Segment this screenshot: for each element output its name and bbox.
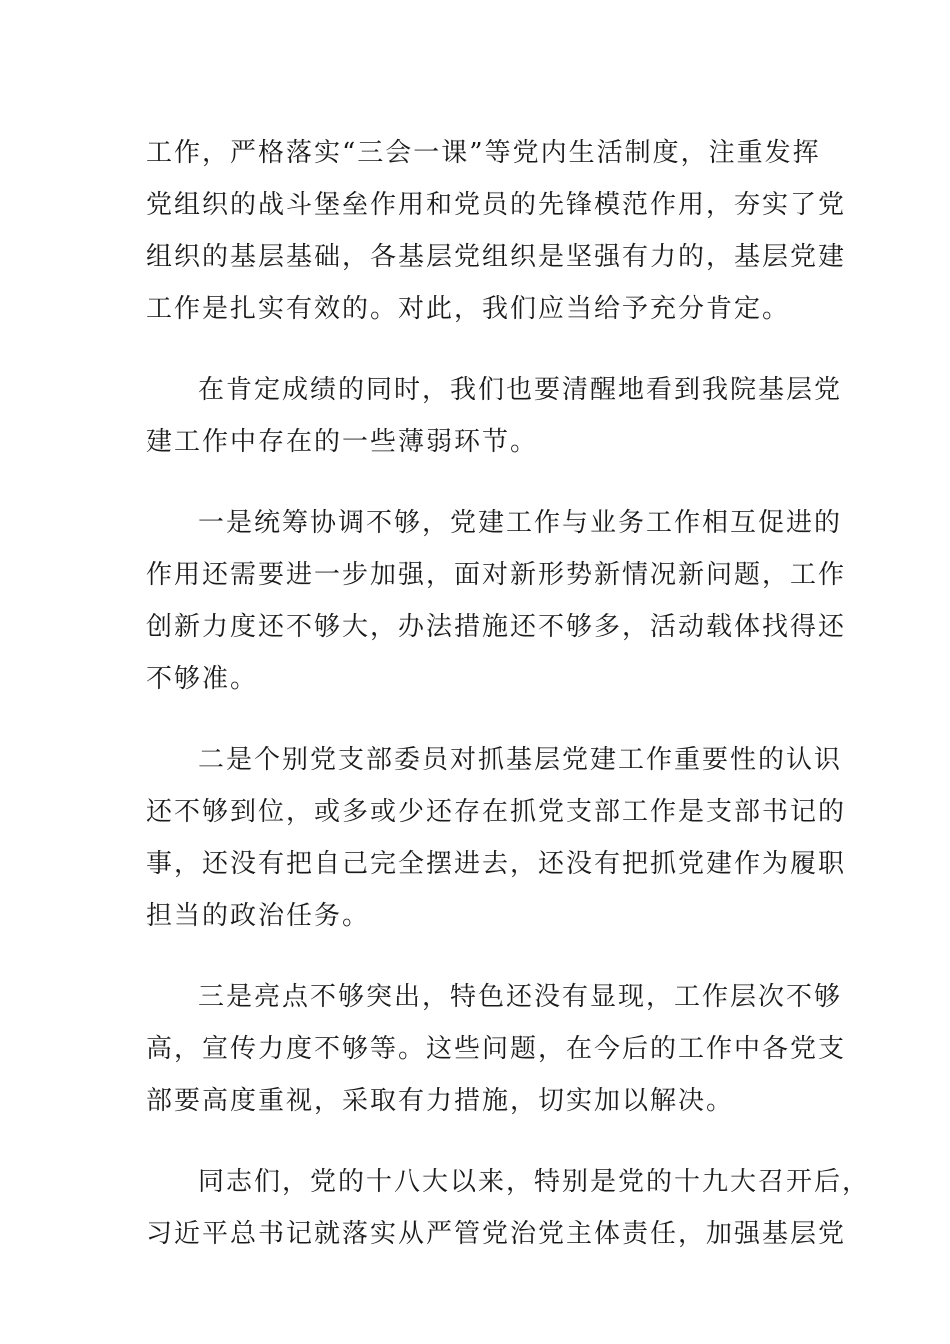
text-line: 三是亮点不够突出，特色还没有显现，工作层次不够 [198, 982, 843, 1012]
text-line: 高，宣传力度不够等。这些问题，在今后的工作中各党支 [146, 1034, 847, 1064]
text-line: 二是个别党支部委员对抓基层党建工作重要性的认识 [198, 745, 843, 775]
paragraph-3 [146, 497, 847, 705]
text-line: 部要高度重视，采取有力措施，切实加以解决。 [146, 1086, 735, 1116]
text-line: 党组织的战斗堡垒作用和党员的先锋模范作用，夯实了党 [146, 190, 847, 220]
text-line: 创新力度还不够大，办法措施还不够多，活动载体找得还 [146, 612, 847, 642]
text-line: 习近平总书记就落实从严管党治党主体责任，加强基层党 [146, 1219, 847, 1249]
text-line: 同志们，党的十八大以来，特别是党的十九大召开后， [198, 1167, 871, 1197]
text-line: 不够准。 [146, 664, 259, 694]
text-line: 工作，严格落实“三会一课”等党内生活制度，注重发挥 [146, 138, 821, 168]
paragraph-6 [146, 1156, 871, 1260]
text-line: 作用还需要进一步加强，面对新形势新情况新问题，工作 [146, 560, 847, 590]
paragraph-2 [146, 364, 843, 468]
text-line: 事，还没有把自己完全摆进去，还没有把抓党建作为履职 [146, 849, 847, 879]
text-line: 在肯定成绩的同时，我们也要清醒地看到我院基层党 [198, 375, 843, 405]
text-line: 组织的基层基础，各基层党组织是坚强有力的，基层党建 [146, 242, 847, 272]
paragraph-1 [146, 127, 847, 335]
text-line: 工作是扎实有效的。对此，我们应当给予充分肯定。 [146, 294, 791, 324]
text-line: 建工作中存在的一些薄弱环节。 [146, 427, 539, 457]
text-line: 担当的政治任务。 [146, 901, 371, 931]
document-page [146, 127, 871, 1289]
text-line: 还不够到位，或多或少还存在抓党支部工作是支部书记的 [146, 797, 847, 827]
paragraph-5 [146, 971, 847, 1127]
paragraph-4 [146, 734, 847, 942]
text-line: 一是统筹协调不够，党建工作与业务工作相互促进的 [198, 508, 843, 538]
